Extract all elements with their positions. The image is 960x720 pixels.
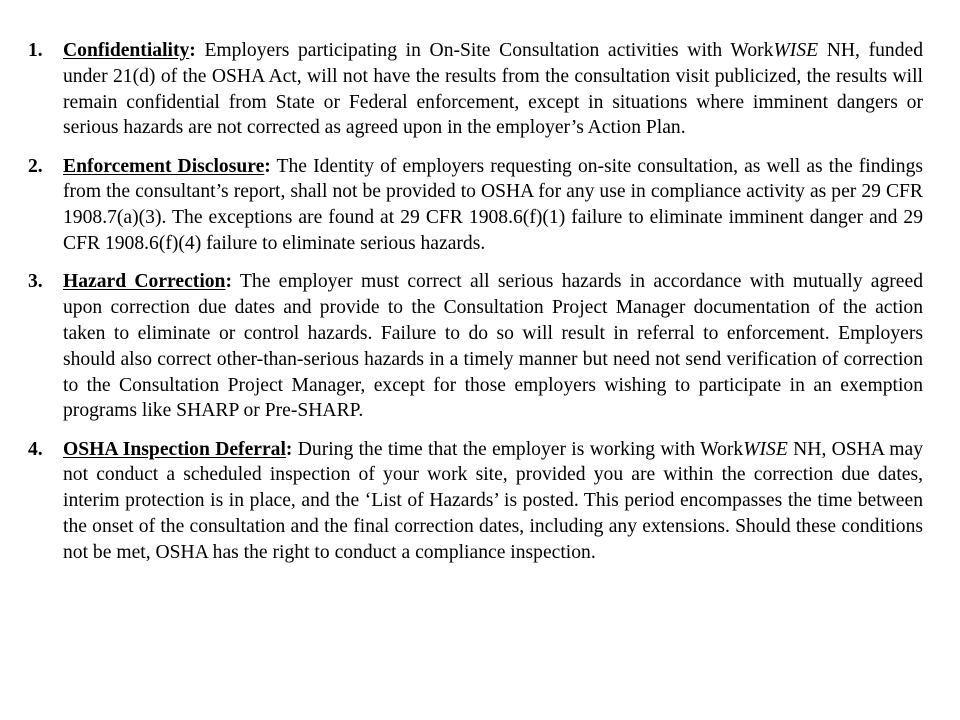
item-text-continued: NH, OSHA may not conduct a scheduled inspection of your work site, provided you are within the correction due dates, interim protection is in place, and the ‘List of Hazards’ is posted. This period encompasses the time between the onset of the consultation and the final correction dates, including any extensions. Should these conditions not be met, OSHA has the right to conduct a compliance inspection. (63, 438, 923, 563)
term-colon: : (225, 271, 232, 293)
term-colon: : (285, 438, 293, 460)
list-number: 3. (28, 271, 43, 293)
document-body (28, 38, 923, 578)
term-colon: : (264, 155, 271, 177)
item-text: The employer must correct all serious hazards in accordance with mutually agreed upon correction due dates and provide to the Consultation Project Manager documentation of the action taken to eliminate or control hazards. Failure to do so will result in referral to enforcement. Employers should also correct other-than-serious hazards in a timely manner but need not send verification of correction to the Consultation Project Manager, except for those employers wishing to participate in an exemption programs like SHARP or Pre-SHARP. (63, 271, 923, 422)
item-term: Confidentiality (63, 40, 190, 61)
item-text-continued: NH, funded under 21(d) of the OSHA Act, will not have the results from the consultation visit publicized, the results will remain confidential from State or Federal enforcement, except in situations where imminent dangers or serious hazards are not corrected as agreed upon in the employer’s Action Plan. (63, 40, 924, 139)
list-number: 4. (28, 438, 43, 460)
list-item-confidentiality (28, 38, 923, 141)
brand-suffix: WISE (743, 438, 788, 460)
item-term: Hazard Correction (63, 271, 226, 293)
item-term: OSHA Inspection Deferral (63, 438, 286, 460)
term-colon: : (189, 40, 196, 61)
list-number: 2. (28, 155, 43, 177)
brand-suffix: WISE (773, 40, 819, 61)
list-item-hazard-correction (28, 269, 923, 424)
list-number: 1. (28, 40, 43, 61)
item-text: The Identity of employers requesting on-site consultation, as well as the findings from the consultant’s report, shall not be provided to OSHA for any use in compliance activity as per 29 CFR 1908.7(a)(3). The exceptions are found at 29 CFR 1908.6(f)(1) failure to eliminate imminent danger and 29 CFR 1908.6(f)(4) failure to eliminate serious hazards. (63, 155, 923, 255)
item-text: Employers participating in On-Site Consultation activities with Work (195, 40, 774, 61)
list-item-enforcement-disclosure (28, 154, 923, 257)
item-text: During the time that the employer is working with Work (292, 438, 744, 460)
list-item-osha-inspection-deferral (28, 437, 923, 566)
item-term: Enforcement Disclosure (63, 155, 265, 177)
